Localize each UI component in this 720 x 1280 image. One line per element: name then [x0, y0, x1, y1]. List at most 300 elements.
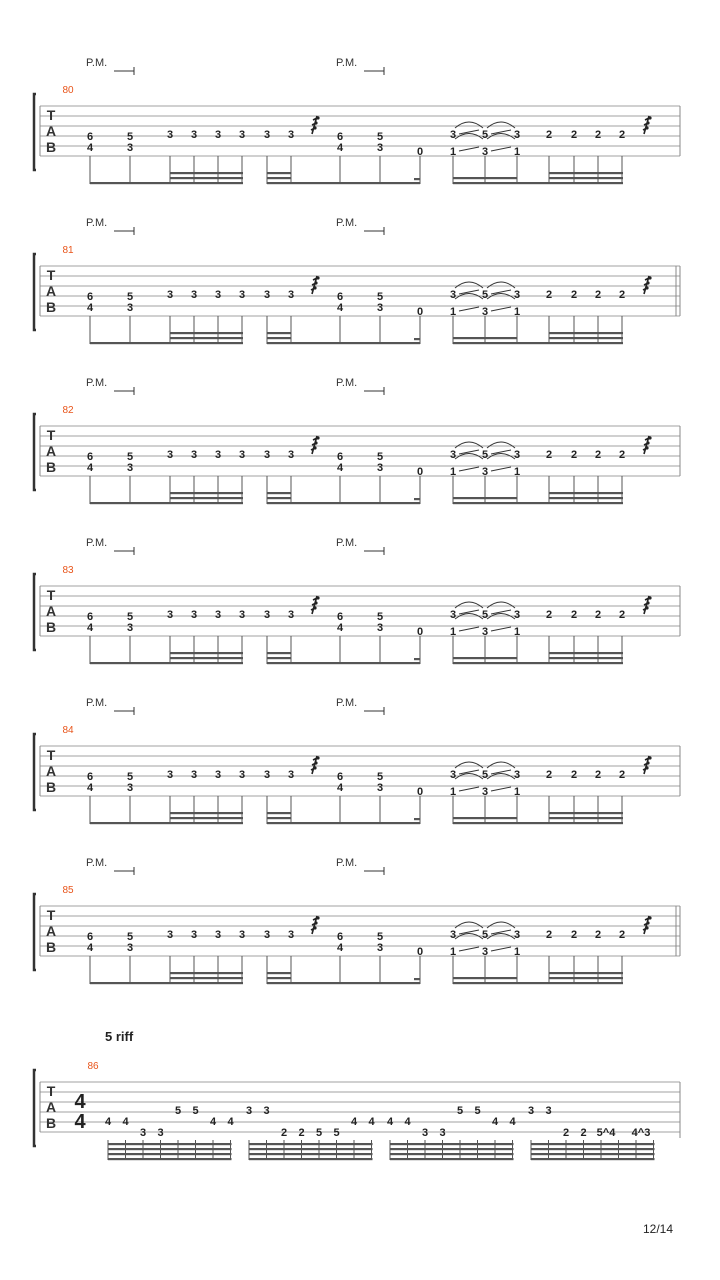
tab-clef-letter: T — [46, 107, 56, 123]
fret-number: 3 — [238, 289, 246, 301]
beam — [549, 497, 623, 499]
beam — [549, 817, 623, 819]
fret-number: 6 — [86, 451, 94, 463]
rest-dot — [646, 761, 649, 764]
fret-number: 4 — [350, 1116, 358, 1128]
fret-number: 3 — [263, 449, 271, 461]
fret-number: 3 — [287, 609, 295, 621]
fret-number: 0 — [416, 146, 424, 158]
fret-number: 3 — [238, 449, 246, 461]
tab-clef-letter: B — [45, 139, 57, 155]
fret-number: 3 — [376, 302, 384, 314]
fret-number: 5 — [174, 1105, 182, 1117]
rest-dot — [314, 281, 317, 284]
tab-system — [34, 857, 680, 984]
fret-number: 6 — [336, 291, 344, 303]
rest-dot — [313, 446, 316, 449]
rest-mark — [311, 276, 317, 294]
fret-number: 5 — [192, 1105, 199, 1117]
fret-number: 2 — [618, 609, 626, 621]
beam — [90, 662, 243, 664]
beam — [170, 972, 243, 974]
fret-number: 3 — [157, 1127, 164, 1139]
bar-number: 81 — [62, 245, 74, 256]
rest-dot — [646, 921, 649, 924]
tab-clef-letter: B — [45, 619, 57, 635]
fret-number: 3 — [449, 129, 457, 141]
palm-mute-label: P.M. — [86, 537, 108, 549]
tab-system — [34, 57, 680, 184]
fret-number: 1 — [513, 626, 521, 638]
fret-number: 3 — [238, 609, 246, 621]
beam — [531, 1153, 655, 1155]
tab-clef-letter: A — [45, 603, 57, 619]
beam — [453, 977, 517, 979]
slur — [455, 762, 483, 768]
fret-number: 3 — [513, 769, 521, 781]
rest-mark — [643, 116, 649, 134]
rest-dot — [313, 606, 316, 609]
fret-number: 3 — [126, 142, 134, 154]
beam — [108, 1153, 232, 1155]
fret-number: 2 — [594, 929, 602, 941]
fret-number: 5 — [315, 1127, 323, 1139]
beam — [291, 822, 420, 824]
fret-number: 3 — [263, 769, 271, 781]
rest-dot — [646, 281, 649, 284]
beam — [453, 817, 517, 819]
tab-system — [34, 1029, 680, 1160]
fret-number: 3 — [126, 782, 134, 794]
rest-dot — [645, 926, 648, 929]
fret-number: 3 — [376, 782, 384, 794]
fret-number: 3 — [449, 769, 457, 781]
fret-number: 3 — [376, 942, 384, 954]
beam — [90, 182, 243, 184]
beam — [453, 657, 517, 659]
beam — [170, 172, 243, 174]
fret-number: 2 — [618, 929, 626, 941]
fret-number: 3 — [481, 466, 489, 478]
palm-mute-label: P.M. — [336, 57, 358, 69]
fret-number: 5 — [376, 771, 384, 783]
fret-number: 3 — [238, 129, 246, 141]
beam — [108, 1143, 232, 1145]
beam — [390, 1158, 514, 1160]
beam — [549, 972, 623, 974]
palm-mute-label: P.M. — [336, 377, 358, 389]
fret-number: 3 — [190, 609, 198, 621]
fret-number: 3 — [126, 942, 134, 954]
tab-clef-letter: A — [45, 443, 57, 459]
rest-dot — [316, 436, 319, 439]
beam — [291, 182, 420, 184]
rest-dot — [648, 276, 651, 279]
fret-number: 3 — [513, 129, 521, 141]
beam — [267, 182, 291, 184]
rest-dot — [316, 276, 319, 279]
slur — [455, 122, 483, 128]
fret-number: 6 — [86, 131, 94, 143]
fret-number: 4 — [86, 302, 94, 314]
beam-stub — [414, 978, 420, 980]
beam — [249, 1153, 373, 1155]
fret-number: 4 — [336, 302, 344, 314]
fret-number: 4^3 — [631, 1127, 651, 1139]
fret-number: 4 — [336, 622, 344, 634]
fret-number: 3 — [376, 622, 384, 634]
fret-number: 6 — [336, 931, 344, 943]
slide-line — [459, 627, 479, 631]
beam — [291, 502, 420, 504]
rest-dot — [316, 756, 319, 759]
fret-number: 3 — [214, 769, 222, 781]
beam — [267, 822, 291, 824]
fret-number: 3 — [214, 929, 222, 941]
beam — [549, 652, 623, 654]
time-signature-bottom: 4 — [74, 1111, 86, 1133]
beam — [267, 337, 291, 339]
section-label: 5 riff — [105, 1029, 134, 1044]
beam — [291, 982, 420, 984]
tab-clef-letter: B — [45, 939, 57, 955]
slide-line — [459, 147, 479, 151]
fret-number: 4 — [86, 622, 94, 634]
system-bracket — [34, 94, 36, 170]
rest-dot — [645, 126, 648, 129]
fret-number: 3 — [287, 289, 295, 301]
fret-number: 4 — [86, 782, 94, 794]
tab-clef-letter: B — [45, 779, 57, 795]
rest-dot — [645, 766, 648, 769]
fret-number: 5 — [126, 931, 134, 943]
slide-line — [459, 307, 479, 311]
fret-number: 5 — [376, 131, 384, 143]
fret-number: 1 — [513, 786, 521, 798]
rest-dot — [313, 766, 316, 769]
slide-line — [459, 947, 479, 951]
fret-number: 4 — [86, 942, 94, 954]
fret-number: 5 — [376, 931, 384, 943]
rest-mark — [311, 116, 317, 134]
fret-number: 6 — [336, 771, 344, 783]
fret-number: 3 — [245, 1105, 253, 1117]
tab-clef-letter: B — [45, 1115, 57, 1131]
rest-dot — [316, 116, 319, 119]
fret-number: 3 — [481, 146, 489, 158]
fret-number: 2 — [298, 1127, 305, 1139]
fret-number: 3 — [166, 609, 174, 621]
fret-number: 3 — [190, 289, 198, 301]
tab-clef-letter: T — [46, 427, 56, 443]
beam — [267, 177, 291, 179]
fret-number: 4 — [368, 1116, 375, 1128]
fret-number: 3 — [166, 289, 174, 301]
beam — [170, 337, 243, 339]
beam — [390, 1153, 514, 1155]
fret-number: 5 — [456, 1105, 464, 1117]
fret-number: 3 — [513, 449, 521, 461]
beam — [170, 492, 243, 494]
fret-number: 5 — [126, 771, 134, 783]
tab-system — [34, 537, 680, 664]
rest-mark — [643, 276, 649, 294]
fret-number: 1 — [449, 626, 457, 638]
system-bracket — [34, 574, 36, 650]
palm-mute-label: P.M. — [336, 697, 358, 709]
system-bracket — [34, 254, 36, 330]
slur — [487, 282, 515, 288]
slur — [487, 442, 515, 448]
bar-number: 82 — [62, 405, 74, 416]
palm-mute-label: P.M. — [86, 697, 108, 709]
rest-mark — [311, 596, 317, 614]
fret-number: 4 — [122, 1116, 129, 1128]
beam — [453, 822, 623, 824]
fret-number: 3 — [481, 786, 489, 798]
beam — [549, 977, 623, 979]
tab-clef-letter: T — [46, 907, 56, 923]
beam — [90, 822, 243, 824]
fret-number: 3 — [139, 1127, 147, 1139]
rest-dot — [646, 601, 649, 604]
fret-number: 0 — [416, 466, 424, 478]
fret-number: 2 — [570, 769, 578, 781]
bar-number: 80 — [62, 85, 74, 96]
tab-system — [34, 377, 680, 504]
fret-number: 3 — [126, 302, 134, 314]
tab-clef-letter: A — [45, 923, 57, 939]
fret-number: 3 — [527, 1105, 535, 1117]
fret-number: 4 — [227, 1116, 234, 1128]
tab-clef-letter: A — [45, 1099, 57, 1115]
fret-number: 3 — [238, 929, 246, 941]
beam — [453, 497, 517, 499]
beam-stub — [414, 498, 420, 500]
beam-stub — [414, 178, 420, 180]
fret-number: 3 — [513, 609, 521, 621]
beam — [267, 657, 291, 659]
fret-number: 3 — [166, 449, 174, 461]
fret-number: 1 — [449, 946, 457, 958]
beam — [390, 1148, 514, 1150]
slide-line — [459, 467, 479, 471]
rest-mark — [643, 596, 649, 614]
fret-number: 3 — [238, 769, 246, 781]
tab-clef-letter: A — [45, 763, 57, 779]
palm-mute-label: P.M. — [86, 377, 108, 389]
rest-dot — [314, 121, 317, 124]
fret-number: 1 — [513, 146, 521, 158]
palm-mute-label: P.M. — [336, 537, 358, 549]
fret-number: 3 — [190, 449, 198, 461]
bar-number: 84 — [62, 725, 74, 736]
system-bracket — [34, 734, 36, 810]
fret-number: 3 — [287, 449, 295, 461]
beam — [108, 1148, 232, 1150]
slur — [487, 602, 515, 608]
fret-number: 2 — [545, 609, 553, 621]
beam — [170, 497, 243, 499]
rest-dot — [313, 926, 316, 929]
fret-number: 4 — [209, 1116, 217, 1128]
fret-number: 3 — [190, 929, 198, 941]
fret-number: 2 — [618, 769, 626, 781]
fret-number: 2 — [594, 609, 602, 621]
beam — [170, 657, 243, 659]
tab-clef-letter: T — [46, 1083, 56, 1099]
fret-number: 5 — [481, 769, 489, 781]
fret-number: 3 — [214, 609, 222, 621]
page-number: 12/14 — [642, 1222, 674, 1236]
tab-clef-letter: T — [46, 587, 56, 603]
slide-line — [491, 627, 511, 631]
fret-number: 2 — [570, 929, 578, 941]
fret-number: 6 — [336, 451, 344, 463]
beam — [549, 492, 623, 494]
fret-number: 1 — [449, 306, 457, 318]
fret-number: 5 — [126, 291, 134, 303]
fret-number: 3 — [263, 129, 271, 141]
palm-mute-label: P.M. — [336, 857, 358, 869]
fret-number: 6 — [86, 291, 94, 303]
rest-dot — [314, 601, 317, 604]
fret-number: 3 — [481, 626, 489, 638]
fret-number: 4 — [336, 142, 344, 154]
fret-number: 3 — [263, 609, 271, 621]
fret-number: 2 — [570, 609, 578, 621]
fret-number: 1 — [513, 946, 521, 958]
beam — [453, 177, 517, 179]
beam — [549, 172, 623, 174]
fret-number: 3 — [166, 129, 174, 141]
fret-number: 5^4 — [596, 1127, 616, 1139]
fret-number: 3 — [449, 449, 457, 461]
beam — [170, 332, 243, 334]
fret-number: 3 — [439, 1127, 446, 1139]
fret-number: 3 — [190, 769, 198, 781]
fret-number: 3 — [481, 946, 489, 958]
beam — [170, 817, 243, 819]
beam — [267, 502, 291, 504]
fret-number: 6 — [86, 771, 94, 783]
fret-number: 3 — [376, 462, 384, 474]
fret-number: 2 — [580, 1127, 587, 1139]
fret-number: 3 — [126, 462, 134, 474]
beam-stub — [414, 338, 420, 340]
fret-number: 6 — [336, 131, 344, 143]
rest-dot — [313, 286, 316, 289]
slur — [455, 602, 483, 608]
rest-dot — [646, 121, 649, 124]
slide-line — [491, 787, 511, 791]
beam — [453, 662, 623, 664]
beam — [453, 182, 623, 184]
beam — [267, 652, 291, 654]
fret-number: 4 — [336, 942, 344, 954]
beam — [249, 1143, 373, 1145]
rest-mark — [643, 916, 649, 934]
rest-mark — [311, 916, 317, 934]
beam — [249, 1148, 373, 1150]
beam — [549, 177, 623, 179]
slur — [487, 122, 515, 128]
beam — [108, 1158, 232, 1160]
tab-clef-letter: A — [45, 283, 57, 299]
fret-number: 0 — [416, 786, 424, 798]
tab-clef-letter: B — [45, 459, 57, 475]
fret-number: 5 — [481, 449, 489, 461]
palm-mute-label: P.M. — [336, 217, 358, 229]
beam — [453, 337, 517, 339]
fret-number: 1 — [449, 786, 457, 798]
rest-dot — [648, 596, 651, 599]
fret-number: 3 — [190, 129, 198, 141]
fret-number: 4 — [86, 142, 94, 154]
beam — [549, 657, 623, 659]
fret-number: 0 — [416, 946, 424, 958]
fret-number: 5 — [481, 289, 489, 301]
rest-mark — [643, 756, 649, 774]
fret-number: 3 — [421, 1127, 429, 1139]
fret-number: 6 — [86, 931, 94, 943]
fret-number: 3 — [214, 289, 222, 301]
beam — [549, 337, 623, 339]
palm-mute-label: P.M. — [86, 57, 108, 69]
fret-number: 3 — [287, 929, 295, 941]
beam — [453, 982, 623, 984]
beam — [267, 332, 291, 334]
system-bracket — [34, 1070, 36, 1146]
beam-stub — [414, 658, 420, 660]
beam — [249, 1158, 373, 1160]
beam — [267, 172, 291, 174]
fret-number: 2 — [562, 1127, 570, 1139]
rest-dot — [648, 116, 651, 119]
rest-mark — [311, 756, 317, 774]
fret-number: 3 — [287, 769, 295, 781]
fret-number: 1 — [513, 306, 521, 318]
fret-number: 3 — [263, 289, 271, 301]
fret-number: 3 — [263, 1105, 270, 1117]
fret-number: 3 — [287, 129, 295, 141]
rest-dot — [314, 921, 317, 924]
fret-number: 5 — [481, 929, 489, 941]
slide-line — [459, 787, 479, 791]
fret-number: 5 — [126, 451, 134, 463]
tab-system — [34, 697, 680, 824]
fret-number: 5 — [481, 129, 489, 141]
beam — [390, 1143, 514, 1145]
fret-number: 5 — [376, 451, 384, 463]
fret-number: 4 — [336, 462, 344, 474]
beam — [291, 662, 420, 664]
slur — [455, 922, 483, 928]
rest-dot — [648, 756, 651, 759]
beam-stub — [414, 818, 420, 820]
fret-number: 2 — [570, 289, 578, 301]
slur — [487, 922, 515, 928]
beam — [267, 342, 291, 344]
fret-number: 2 — [594, 449, 602, 461]
fret-number: 3 — [166, 769, 174, 781]
slur — [455, 442, 483, 448]
fret-number: 2 — [545, 289, 553, 301]
fret-number: 1 — [449, 466, 457, 478]
fret-number: 3 — [214, 129, 222, 141]
fret-number: 2 — [618, 449, 626, 461]
slide-line — [491, 947, 511, 951]
